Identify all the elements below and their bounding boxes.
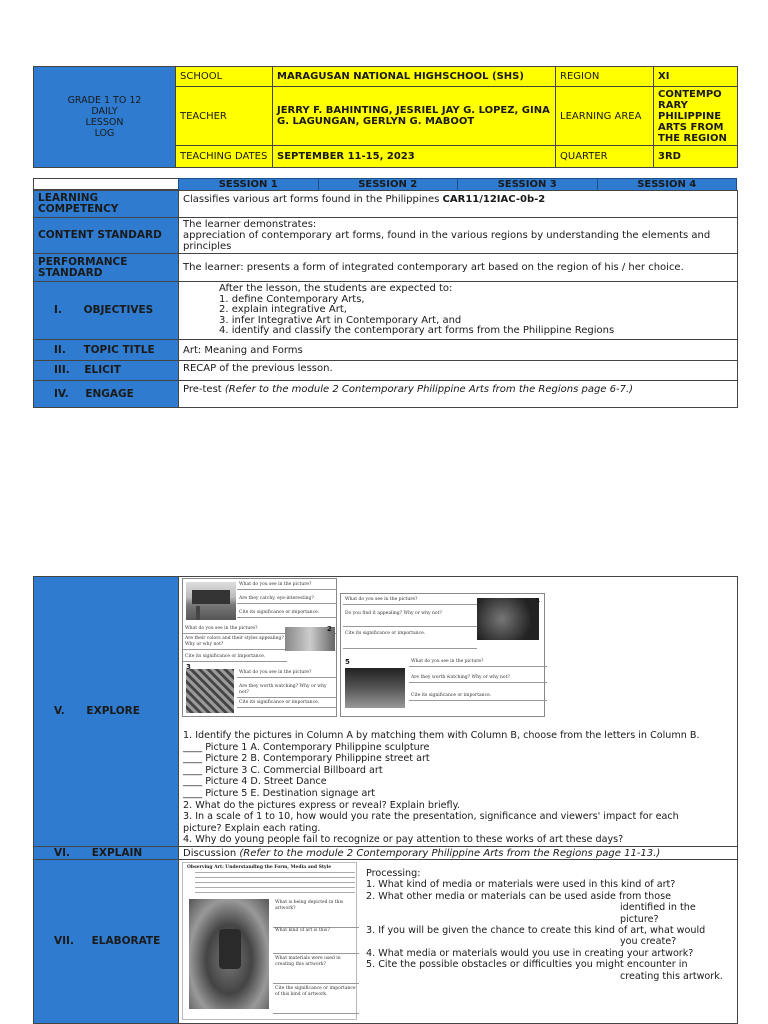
- ws-r-q2: Do you find it appealing? Why or why not?: [343, 610, 477, 627]
- school-value: MARAGUSAN NATIONAL HIGHSCHOOL (SHS): [273, 67, 556, 87]
- region-value: XI: [654, 67, 738, 87]
- session-4-header: SESSION 4: [597, 179, 737, 191]
- ws-q4a: Are they worth watching? Why or why not?: [237, 683, 337, 698]
- explore-line-4: ____ Picture 3 C. Commercial Billboard art: [183, 764, 383, 776]
- elicit-num: III.: [54, 364, 70, 376]
- teacher-value: JERRY F. BAHINTING, JESRIEL JAY G. LOPEZ, GINA G. LAGUNGAN, GERLYN G. MABOOT: [273, 87, 556, 146]
- ws-q5: Are they catchy, eye-interesting?: [237, 595, 337, 604]
- elicit-label-cell: [34, 361, 179, 381]
- session-1-header: SESSION 1: [179, 179, 319, 191]
- explore-line-3: ____ Picture 2 B. Contemporary Philippine street art: [183, 753, 430, 765]
- elaborate-ws-q3: What materials were used in creating this artwork?: [273, 955, 359, 984]
- explore-worksheet-right: [340, 593, 545, 717]
- processing-line-0: Processing:: [366, 868, 421, 879]
- ws-q3b: Cite its significance or importance.: [183, 653, 287, 662]
- ws-q3a: Cite its significance or importance.: [237, 609, 337, 618]
- elicit-label: ELICIT: [84, 364, 121, 376]
- explore-worksheet-left: [182, 578, 337, 717]
- ws-num-5: 5: [345, 658, 350, 666]
- sculpture-group-photo: [186, 669, 234, 713]
- ws-r-q1b: What do you see in the picture?: [409, 658, 547, 667]
- explore-line-1: 1. Identify the pictures in Column A by matching them with Column B, choose from the letters in Column B.: [183, 730, 700, 741]
- topic-label: TOPIC TITLE: [83, 343, 155, 356]
- engage-cell: [179, 381, 738, 408]
- engage-label: ENGAGE: [85, 387, 134, 400]
- performance-standard-text: The learner: presents a form of integrated contemporary art based on the region of his / her choice.: [179, 254, 738, 282]
- explore-line-5: ____ Picture 4 D. Street Dance: [183, 776, 327, 788]
- ws-r-q4: Are they worth watching? Why or why not?: [409, 674, 547, 683]
- engage-num: IV.: [54, 387, 69, 400]
- session-3-header: SESSION 3: [458, 179, 598, 191]
- processing-line-1: 1. What kind of media or materials were used in this kind of art?: [366, 879, 676, 891]
- objectives-line-2: 1. define Contemporary Arts,: [219, 293, 365, 305]
- elaborate-ws-title: Observing Art: Understanding the Form, Media and Style: [187, 865, 332, 870]
- sessions-bar-left-blank: [33, 178, 178, 190]
- explore-num: V.: [54, 705, 65, 717]
- junk-sculpture-photo: [189, 899, 269, 1009]
- region-label: REGION: [556, 67, 654, 87]
- billboard-photo: [186, 582, 236, 620]
- ws-q6: Are their colors and their styles appealing? Why or why not?: [183, 635, 287, 650]
- objectives-line-5: 4. identify and classify the contemporary art forms from the Philippine Regions: [219, 325, 615, 337]
- content-standard-label: CONTENT STANDARD: [34, 218, 179, 254]
- competency-cell: [179, 191, 738, 218]
- explain-text: Discussion: [183, 847, 237, 859]
- grade-level-label: GRADE 1 TO 12 DAILY LESSON LOG: [34, 67, 176, 168]
- elaborate-label: ELABORATE: [91, 935, 161, 947]
- explore-line-9: picture? Explain each rating.: [183, 822, 321, 834]
- session-2-header: SESSION 2: [318, 179, 458, 191]
- performance-standard-label: PERFORMANCE STANDARD: [34, 254, 179, 282]
- topic-text: Art: Meaning and Forms: [179, 340, 738, 361]
- ws-num-2: 2: [327, 625, 332, 633]
- objectives-line-3: 2. explain integrative Art,: [219, 304, 347, 316]
- elaborate-worksheet: [182, 862, 357, 1020]
- explore-label-cell: [34, 577, 179, 847]
- lesson-rows-table: [33, 190, 738, 408]
- explore-label: EXPLORE: [86, 705, 140, 717]
- elicit-text: RECAP of the previous lesson.: [179, 361, 738, 381]
- objectives-line-4: 3. infer Integrative Art in Contemporary Art, and: [219, 314, 462, 326]
- learning-area-value: CONTEMPO RARY PHILIPPINE ARTS FROM THE REGION: [654, 87, 738, 146]
- processing-line-4: picture?: [620, 913, 659, 925]
- explore-line-6: ____ Picture 5 E. Destination signage art: [183, 787, 376, 799]
- elaborate-ws-q2: What kind of art is this?: [273, 927, 359, 954]
- ws-q1b: What do you see in the picture?: [183, 625, 337, 634]
- processing-questions: [366, 868, 734, 982]
- quarter-label: QUARTER: [556, 146, 654, 168]
- objectives-cell: [179, 282, 738, 340]
- elaborate-num: VII.: [54, 935, 74, 947]
- explore-line-7: 2. What do the pictures express or reveal? Explain briefly.: [183, 799, 460, 811]
- objectives-label-cell: [34, 282, 179, 340]
- teaching-dates-value: SEPTEMBER 11-15, 2023: [273, 146, 556, 168]
- topic-num: II.: [54, 343, 66, 356]
- ws-q1: What do you see in the picture?: [237, 581, 337, 590]
- topic-label-cell: [34, 340, 179, 361]
- competency-text: Classifies various art forms found in the Philippines: [183, 194, 440, 205]
- objectives-label: OBJECTIVES: [83, 304, 154, 316]
- explain-ref: (Refer to the module 2 Contemporary Philippine Arts from the Regions page 11-13.): [239, 847, 661, 859]
- processing-line-7: 4. What media or materials would you use in creating your artwork?: [366, 947, 694, 959]
- explore-instructions: [183, 730, 735, 846]
- explain-cell: [179, 847, 738, 860]
- ws-num-4: 4: [535, 597, 540, 605]
- processing-line-9: creating this artwork.: [620, 970, 723, 982]
- teaching-dates-label: TEACHING DATES: [176, 146, 273, 168]
- teacher-label: TEACHER: [176, 87, 273, 146]
- objectives-num: I.: [54, 304, 62, 316]
- dll-header-table: [33, 66, 738, 168]
- elaborate-label-cell: [34, 860, 179, 1024]
- ws-r-q3: Cite its significance or importance.: [343, 630, 477, 649]
- explore-line-8: 3. In a scale of 1 to 10, how would you rate the presentation, significance and viewers' impact for each: [183, 811, 679, 823]
- explain-label-cell: [34, 847, 179, 860]
- ws-r-q1: What do you see in the picture?: [343, 596, 477, 605]
- ws-q1c: What do you see in the picture?: [237, 669, 337, 678]
- explore-line-10: 4. Why do young people fail to recognize or pay attention to these works of art these days?: [183, 834, 624, 846]
- ws-num-3: 3: [186, 663, 191, 671]
- destination-sign-photo: [477, 598, 539, 640]
- school-label: SCHOOL: [176, 67, 273, 87]
- elaborate-ws-q1: What is being depicted in this artwork?: [273, 899, 359, 928]
- content-standard-line-1: The learner demonstrates:: [183, 219, 317, 230]
- engage-text: Pre-test: [183, 384, 222, 395]
- processing-line-3: identified in the: [620, 902, 696, 914]
- learning-area-label: LEARNING AREA: [556, 87, 654, 146]
- competency-code: CAR11/12IAC-0b-2: [442, 194, 546, 205]
- processing-line-6: you create?: [620, 936, 677, 948]
- explain-label: EXPLAIN: [91, 846, 143, 859]
- elaborate-ws-q4: Cite the significance or importance of this kind of artwork.: [273, 985, 359, 1014]
- content-standard-cell: [179, 218, 738, 254]
- elaborate-ws-paragraph: [195, 872, 355, 894]
- street-dance-photo: [345, 668, 405, 708]
- ws-q3c: Cite its significance or importance.: [237, 699, 337, 708]
- engage-ref: (Refer to the module 2 Contemporary Philippine Arts from the Regions page 6-7.): [224, 384, 634, 395]
- objectives-line-1: After the lesson, the students are expected to:: [219, 283, 453, 295]
- processing-line-8: 5. Cite the possible obstacles or difficulties you might encounter in: [366, 959, 688, 971]
- competency-label: LEARNING COMPETENCY: [34, 191, 179, 218]
- explain-num: VI.: [54, 846, 71, 859]
- explore-line-2: ____ Picture 1 A. Contemporary Philippine sculpture: [183, 741, 430, 753]
- processing-line-5: 3. If you will be given the chance to create this kind of art, what would: [366, 925, 706, 937]
- content-standard-line-2: appreciation of contemporary art forms, found in the various regions by understanding the elements and principles: [183, 230, 711, 252]
- ws-r-q3b: Cite its significance or importance.: [409, 692, 547, 701]
- processing-line-2: 2. What other media or materials can be used aside from those: [366, 890, 671, 902]
- quarter-value: 3RD: [654, 146, 738, 168]
- engage-label-cell: [34, 381, 179, 408]
